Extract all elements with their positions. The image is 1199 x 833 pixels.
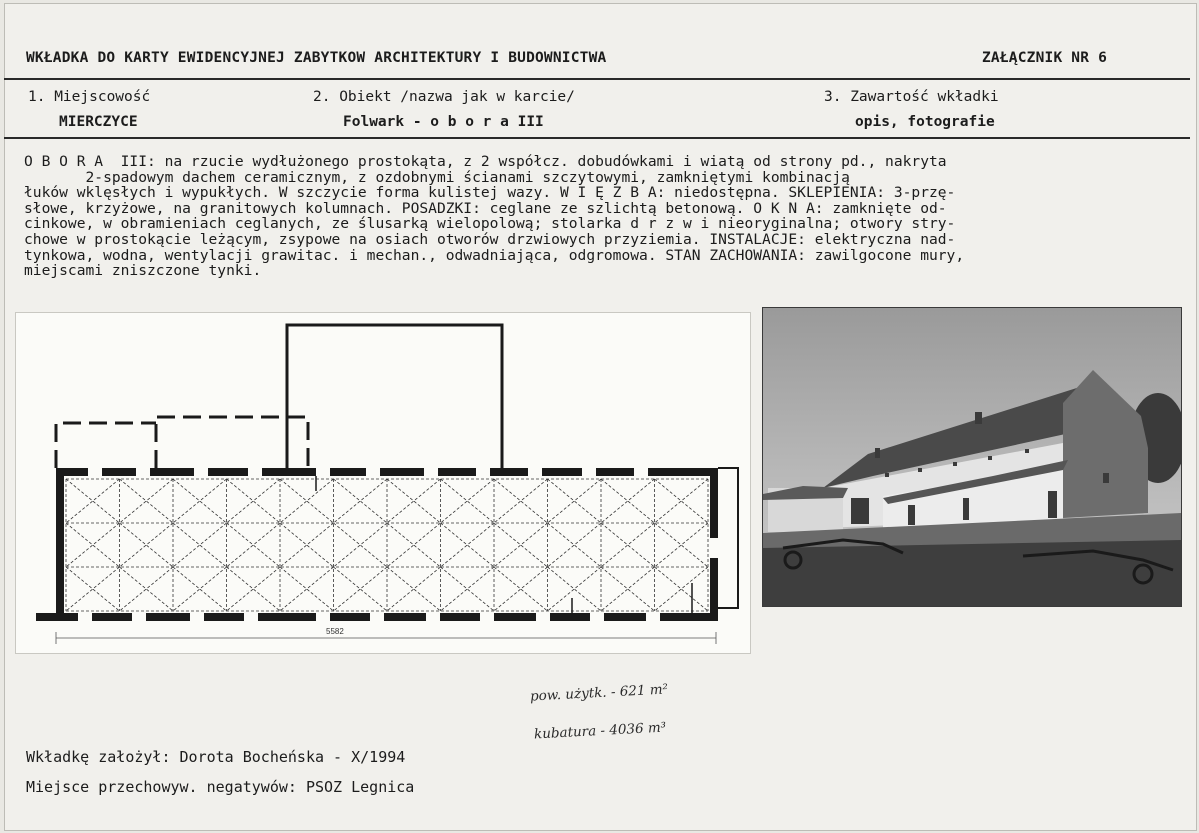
- usable-area-note: pow. użytk. - 621 m²: [529, 681, 669, 705]
- floor-plan-drawing: [16, 313, 750, 653]
- floor-plan: [15, 312, 751, 654]
- field-3-value: opis, fotografie: [855, 114, 995, 130]
- desc-line: łuków wklęsłych i wypukłych. W szczycie forma kulistej wazy. W I Ę Z B A: niedostępna. SKLEPIENIA: 3-przę-: [24, 184, 956, 202]
- field-3-label: 3. Zawartość wkładki: [824, 89, 999, 105]
- desc-line: chowe w prostokącie leżącym, zsypowe na osiach otworów drzwiowych przyziemia. INSTALACJE: elektryczna nad-: [24, 230, 956, 248]
- attachment-number: ZAŁĄCZNIK NR 6: [982, 50, 1108, 66]
- author-line: Wkładkę założył: Dorota Bocheńska - X/1994: [26, 748, 406, 766]
- desc-line: tynkowa, wodna, wentylacji grawitac. i mechan., odwadniająca, odgromowa. STAN ZACHOWANIA: zawilgocone mury,: [24, 246, 965, 264]
- photo-image: [763, 308, 1181, 606]
- volume-note: kubatura - 4036 m³: [533, 719, 667, 743]
- fields-divider: [4, 137, 1190, 139]
- card-title: WKŁADKA DO KARTY EWIDENCYJNEJ ZABYTKOW ARCHITEKTURY I BUDOWNICTWA: [26, 50, 607, 66]
- object-description: [24, 154, 1154, 279]
- dimension-label: 5582: [326, 627, 344, 636]
- field-1-value: MIERCZYCE: [59, 114, 138, 130]
- desc-line: 2-spadowym dachem ceramicznym, z ozdobnymi ścianami szczytowymi, zamkniętymi kombinacją: [24, 168, 850, 186]
- field-1-label: 1. Miejscowość: [28, 89, 151, 105]
- building-photo: [762, 307, 1182, 607]
- field-2-value: Folwark - o b o r a III: [343, 114, 544, 130]
- header-divider: [4, 78, 1190, 80]
- desc-line: miejscami zniszczone tynki.: [24, 262, 262, 280]
- desc-line: słowe, krzyżowe, na granitowych kolumnach. POSADZKI: ceglane ze szlichtą betonową. O K N A: zamknięte od-: [24, 199, 947, 217]
- desc-line: O B O R A III: na rzucie wydłużonego prostokąta, z 2 współcz. dobudówkami i wiatą od strony pd., nakryta: [24, 153, 947, 170]
- storage-line: Miejsce przechowyw. negatywów: PSOZ Legnica: [26, 778, 415, 796]
- field-2-label: 2. Obiekt /nazwa jak w karcie/: [313, 89, 575, 105]
- desc-line: cinkowe, w obramieniach ceglanych, ze ślusarką wielopolową; stolarka d r z w i nieoryginalna; otwory stry-: [24, 215, 956, 233]
